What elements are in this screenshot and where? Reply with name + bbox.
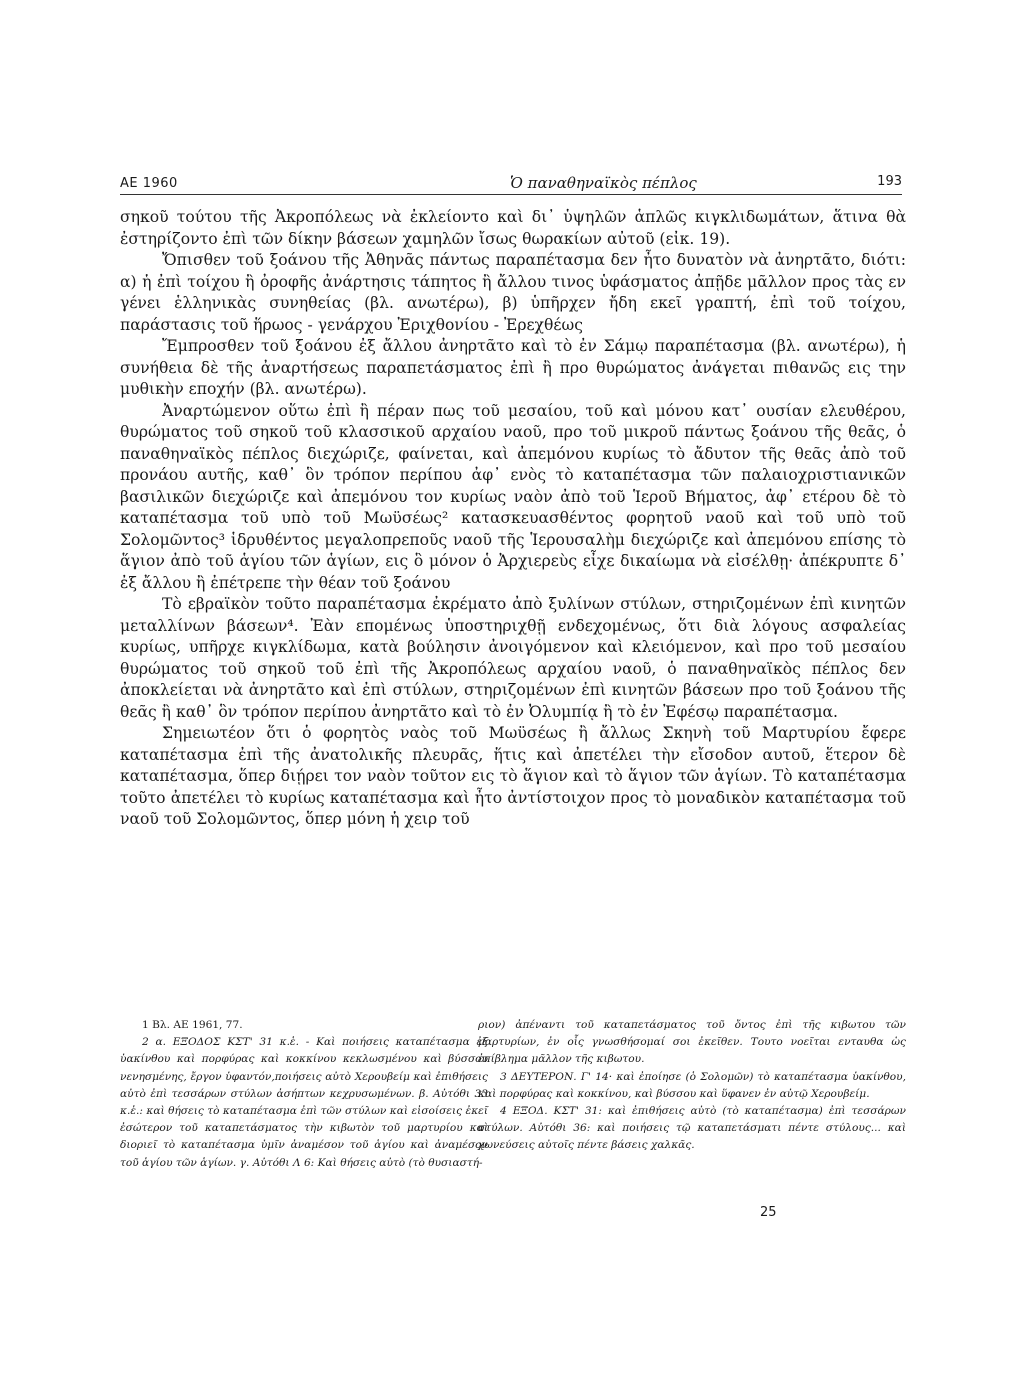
footnote: ριον) ἀπέναντι τοῦ καταπετάσματος τοῦ ὄντος ἐπὶ τῆς κιβωτου τῶν μαρτυρίων, ἐν οἷς γνωσθήσομαί σοι ἐκεῖθεν. Τουτο νοεῖται ενταυθα ὡς ἐπίβλημα μᾶλλον τῆς κιβωτου. (478, 1019, 906, 1066)
journal-page: 193 (877, 174, 902, 189)
paragraph: Σημειωτέον ὅτι ὁ φορητὸς ναὸς τοῦ Μωϋσέως ἢ ἄλλως Σκηνὴ τοῦ Μαρτυρίου ἔφερε καταπέτασμα ἐπὶ τῆς ἀνατολικῆς πλευρᾶς, ἥτις καὶ ἀπετέλει τὴν εἴσοδον αυτοῦ, ἕτερον δὲ καταπέτασμα, ὅπερ διῄρει τον ναὸν τοῦτον εις τὸ ἅγιον καὶ τὸ ἅγιον τῶν ἁγίων. Τὸ καταπέτασμα τοῦτο ἀπετέλει τὸ κυρίως καταπέτασμα καὶ ἦτο ἀντίστοιχον προς τὸ μοναδικὸν καταπέτασμα τοῦ ναοῦ τοῦ Σολομῶντος, ὅπερ μόνη ἡ χειρ τοῦ (120, 724, 906, 828)
paragraph: Ὄπισθεν τοῦ ξοάνου τῆς Ἀθηνᾶς πάντως παραπέτασμα δεν ἦτο δυνατὸν νὰ ἀνηρτᾶτο, διότι: α) ἡ ἐπὶ τοίχου ἢ ὀροφῆς ἀνάρτησις τάπητος ἢ ἄλλου τινος ὑφάσματος ἀπῇδε μᾶλλον προς τὰς εν γένει ἑλληνικὰς συνηθείας (βλ. ανωτέρω), β) ὑπῆρχεν ἤδη εκεῖ γραπτή, ἐπὶ τοῦ τοίχου, παράστασις τοῦ ἥρωος - γενάρχου Ἐριχθονίου - Ἐρεχθέως (120, 251, 906, 334)
paragraph: σηκοῦ τούτου τῆς Ἀκροπόλεως νὰ ἐκλείοντο καὶ δι᾿ ὑψηλῶν ἁπλῶς κιγκλιδωμάτων, ἅτινα θὰ ἐστηρίζοντο ἐπὶ τῶν δίκην βάσεων χαμηλῶν ἴσως θωρακίων αὐτοῦ (εἰκ. 19). (120, 208, 906, 248)
paragraph: Ἀναρτώμενον οὕτω ἐπὶ ἢ πέραν πως τοῦ μεσαίου, τοῦ καὶ μόνου κατ᾿ ουσίαν ελευθέρου, θυρώματος τοῦ σηκοῦ τοῦ κλασσικοῦ αρχαίου ναοῦ, προ τοῦ μικροῦ πάντως ξοάνου τῆς θεᾶς, ὁ παναθηναϊκὸς πέπλος διεχώριζε, φαίνεται, καὶ ἀπεμόνου κυρίως τὸ ἄδυτον τῆς θεᾶς ἀπὸ τοῦ προνάου αυτῆς, καθ᾿ ὃν τρόπον περίπου ἀφ᾿ ενὸς τὸ καταπέτασμα τῶν παλαιοχριστιανικῶν βασιλικῶν διεχώριζε καὶ ἀπεμόνου τον κυρίως ναὸν ἀπὸ τοῦ Ἱεροῦ Βήματος, ἀφ᾿ ετέρου δὲ τὸ καταπέτασμα τοῦ υπὸ τοῦ Μωϋσέως² κατασκευασθέντος φορητοῦ ναοῦ καὶ τοῦ υπὸ τοῦ Σολομῶντος³ ἱδρυθέντος μεγαλοπρεποῦς ναοῦ τῆς Ἱερουσαλὴμ διεχώριζε καὶ ἀπεμόνου επίσης τὸ ἅγιον ἀπὸ τοῦ ἁγίου τῶν ἁγίων, εις ὃ μόνον ὁ Ἀρχιερεὺς εἶχε δικαίωμα νὰ εἰσέλθῃ· ἀπέκρυπτε δ᾿ ἐξ ἄλλου ἢ ἐπέτρεπε τὴν θέαν τοῦ ξοάνου (120, 401, 906, 592)
footnotes-left-column (120, 1017, 488, 1172)
page-number: 25 (760, 1205, 777, 1220)
header-rule (120, 194, 902, 195)
footnote: 3 ΔΕΥΤΕΡΟΝ. Γ' 14· καὶ ἐποίησε (ὁ Σολομῶν) τὸ καταπέτασμα ὑακίνθου, καὶ πορφύρας καὶ κοκκίνου, καὶ βύσσου καὶ ὕφανεν ἐν αὐτῷ Χερουβείμ. (478, 1070, 906, 1100)
paragraph: Τὸ εβραϊκὸν τοῦτο παραπέτασμα ἐκρέματο ἀπὸ ξυλίνων στύλων, στηριζομένων ἐπὶ κινητῶν μεταλλίνων βάσεων⁴. Ἐὰν επομένως ὑποστηριχθῇ ενδεχομένως, ὅτι διὰ λόγους ασφαλείας κυρίως, υπῆρχε κιγκλίδωμα, κατὰ βούλησιν ἀνοιγόμενον καὶ κλειόμενον, καὶ προ τοῦ μεσαίου θυρώματος τοῦ σηκοῦ τοῦ ἐπὶ τῆς Ἀκροπόλεως αρχαίου ναοῦ, ὁ παναθηναϊκὸς πέπλος δεν ἀποκλείεται νὰ ἀνηρτᾶτο καὶ ἐπὶ στύλων, στηριζομένων ἐπὶ κινητῶν βάσεων προ τοῦ ξοάνου τῆς θεᾶς ἢ καθ᾿ ὃν τρόπον περίπου ἀνηρτᾶτο καὶ τὸ ἐν Ὀλυμπίᾳ ἢ τὸ ἐν Ἐφέσῳ παραπέτασμα. (120, 595, 906, 721)
main-text (120, 207, 906, 831)
footnotes-right-column (478, 1017, 906, 1155)
running-title: Ὁ παναθηναϊκὸς πέπλος (510, 174, 697, 192)
footnote: 1 Βλ. ΑΕ 1961, 77. (142, 1019, 243, 1031)
paragraph: Ἔμπροσθεν τοῦ ξοάνου ἐξ ἄλλου ἀνηρτᾶτο καὶ τὸ ἐν Σάμῳ παραπέτασμα (βλ. ανωτέρω), ἡ συνήθεια δὲ τῆς ἀναρτήσεως παραπετάσματος ἐπὶ ἢ προ θυρώματος ἀνάγεται πιθανῶς εις την μυθικὴν εποχήν (βλ. ανωτέρω). (120, 337, 906, 398)
running-header (120, 170, 902, 198)
footnote: 4 ΕΞΟΔ. ΚΣΤ' 31: καὶ ἐπιθήσεις αὐτὸ (τὸ καταπέτασμα) ἐπὶ τεσσάρων στύλων. Αὐτόθι 36: καὶ ποιήσεις τῷ καταπετάσματι πέντε στύλους... καὶ χωνεύσεις αὐτοῖς πέντε βάσεις χαλκᾶς. (478, 1105, 906, 1152)
journal-ref: ΑΕ 1960 (120, 176, 178, 191)
footnote: 2 α. ΕΞΟΔΟΣ ΚΣΤ' 31 κ.ἑ. - Καὶ ποιήσεις καταπέτασμα ἐξ ὑακίνθου καὶ πορφύρας καὶ κοκκίνου κεκλωσμένου καὶ βύσσου νενησμένης, ἔργον ὑφαντόν,ποιήσεις αὐτὸ Χερουβείμ καὶ ἐπιθήσεις αὐτὸ ἐπὶ τεσσάρων στύλων ἀσήπτων κεχρυσωμένων. β. Αὐτόθι 33 κ.ἑ.: καὶ θήσεις τὸ καταπέτασμα ἐπὶ τῶν στύλων καὶ εἰσοίσεις ἐκεῖ ἐσώτερον τοῦ καταπετάσματος τὴν κιβωτὸν τοῦ μαρτυρίου καὶ διοριεῖ τὸ καταπέτασμα ὑμῖν ἀναμέσον τοῦ ἁγίου καὶ ἀναμέσον τοῦ ἁγίου τῶν ἁγίων. γ. Αὐτόθι Λ 6: Καὶ θήσεις αὐτὸ (τὸ θυσιαστή- (120, 1036, 488, 1169)
